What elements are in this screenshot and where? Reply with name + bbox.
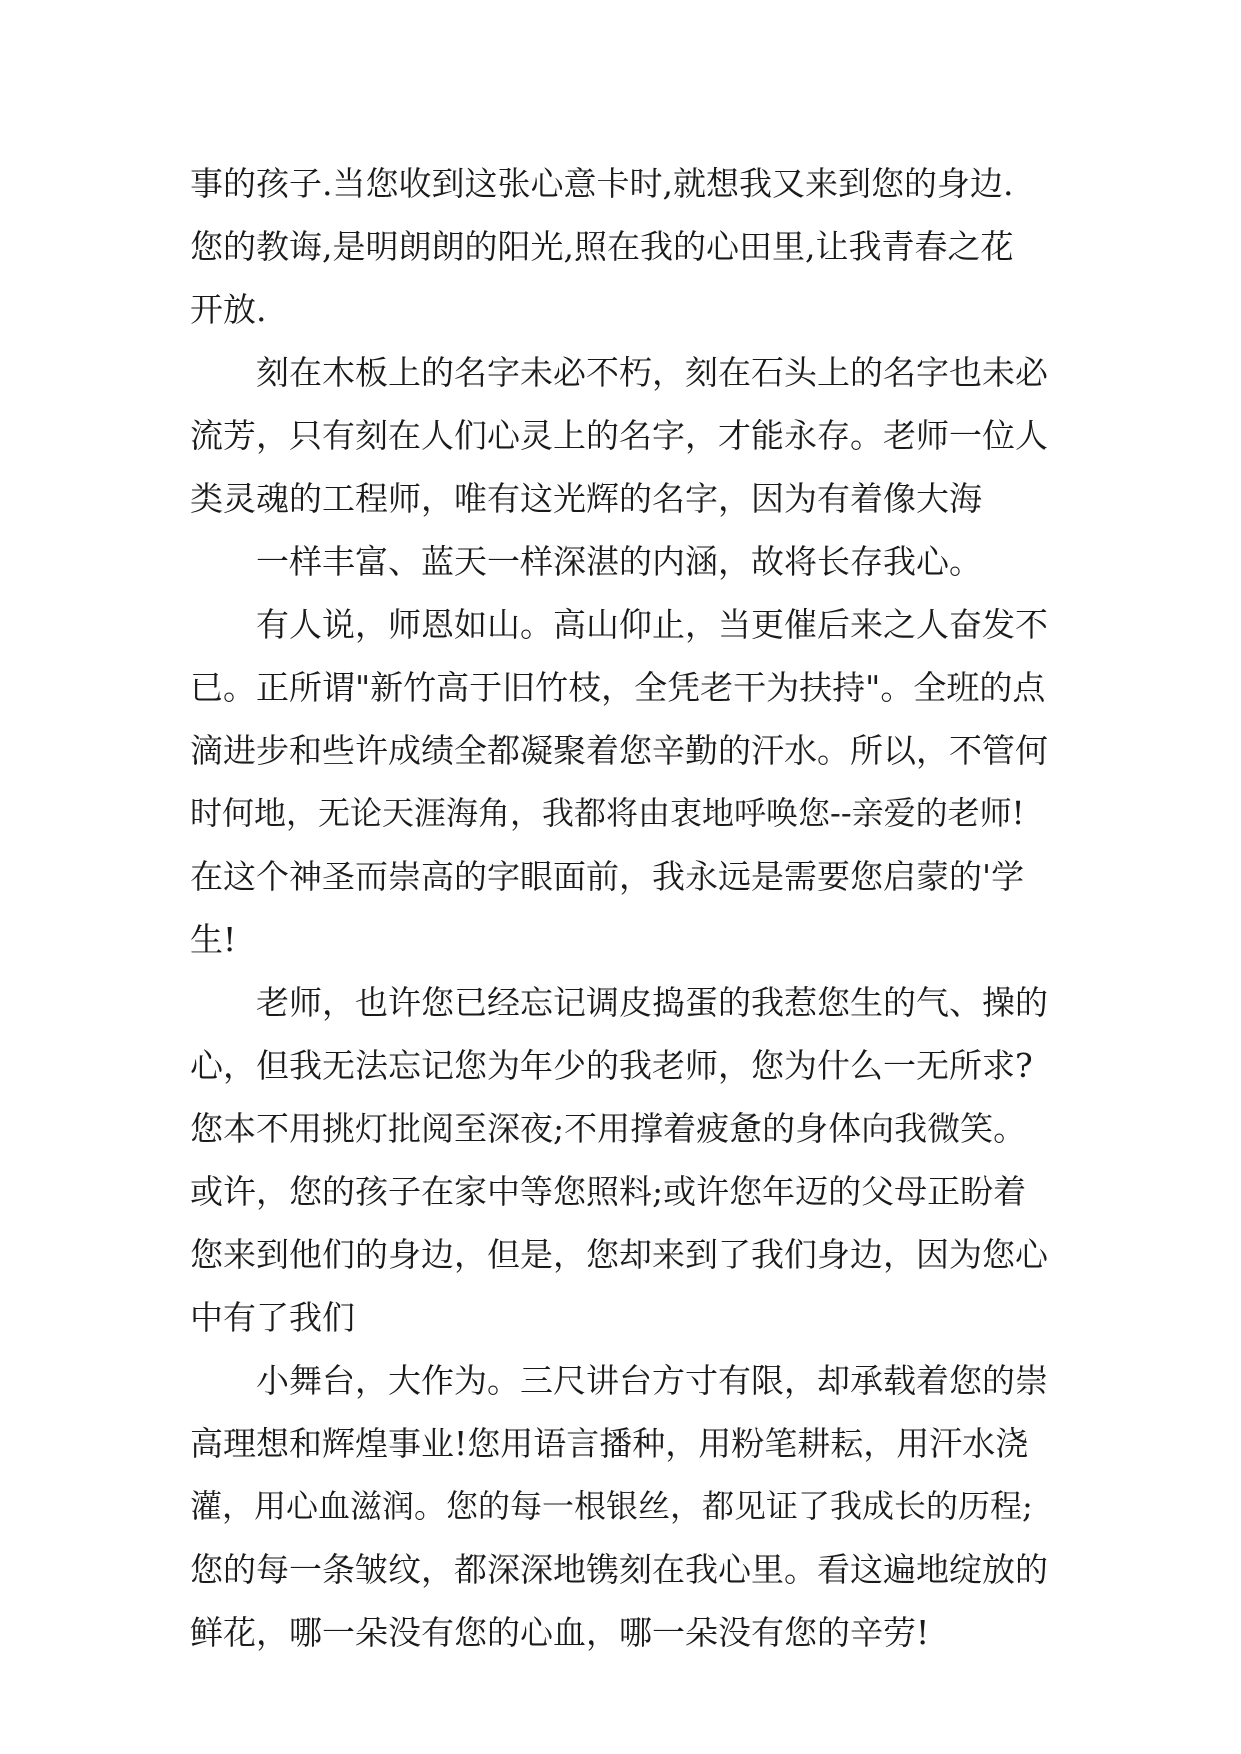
text-line: 已。正所谓"新竹高于旧竹枝，全凭老干为扶持"。全班的点 xyxy=(190,668,1046,707)
text-line: 您来到他们的身边，但是，您却来到了我们身边，因为您心 xyxy=(190,1235,1048,1274)
text-line: 在这个神圣而崇高的字眼面前，我永远是需要您启蒙的'学 xyxy=(190,857,1025,896)
text-line: 时何地，无论天涯海角，我都将由衷地呼唤您--亲爱的老师! xyxy=(190,794,1025,832)
text-line: 老师，也许您已经忘记调皮捣蛋的我惹您生的气、操的 xyxy=(256,983,1048,1022)
document-body xyxy=(190,152,1050,1664)
text-line: 您的教诲,是明朗朗的阳光,照在我的心田里,让我青春之花 xyxy=(190,227,1014,266)
text-line: 开放. xyxy=(190,290,267,329)
text-line: 有人说，师恩如山。高山仰止，当更催后来之人奋发不 xyxy=(256,605,1048,644)
text-line: 小舞台，大作为。三尺讲台方寸有限，却承载着您的崇 xyxy=(256,1361,1048,1400)
text-line: 您本不用挑灯批阅至深夜;不用撑着疲惫的身体向我微笑。 xyxy=(190,1109,1027,1148)
text-line: 流芳，只有刻在人们心灵上的名字，才能永存。老师一位人 xyxy=(190,416,1048,455)
text-line: 生! xyxy=(190,920,237,959)
text-line: 滴进步和些许成绩全都凝聚着您辛勤的汗水。所以，不管何 xyxy=(190,731,1048,770)
text-line: 高理想和辉煌事业!您用语言播种，用粉笔耕耘，用汗水浇 xyxy=(190,1424,1029,1463)
text-line: 心，但我无法忘记您为年少的我老师，您为什么一无所求? xyxy=(190,1046,1033,1085)
text-line: 事的孩子.当您收到这张心意卡时,就想我又来到您的身边. xyxy=(190,164,1014,203)
text-line: 鲜花，哪一朵没有您的心血，哪一朵没有您的辛劳! xyxy=(190,1613,930,1652)
text-line: 您的每一条皱纹，都深深地镌刻在我心里。看这遍地绽放的 xyxy=(190,1550,1048,1589)
text-line: 或许，您的孩子在家中等您照料;或许您年迈的父母正盼着 xyxy=(190,1172,1027,1211)
text-line: 灌，用心血滋润。您的每一根银丝，都见证了我成长的历程; xyxy=(190,1487,1033,1525)
text-line: 一样丰富、蓝天一样深湛的内涵，故将长存我心。 xyxy=(256,542,982,581)
text-line: 中有了我们 xyxy=(190,1298,355,1337)
text-line: 类灵魂的工程师，唯有这光辉的名字，因为有着像大海 xyxy=(190,479,982,518)
text-line: 刻在木板上的名字未必不朽，刻在石头上的名字也未必 xyxy=(256,353,1048,392)
